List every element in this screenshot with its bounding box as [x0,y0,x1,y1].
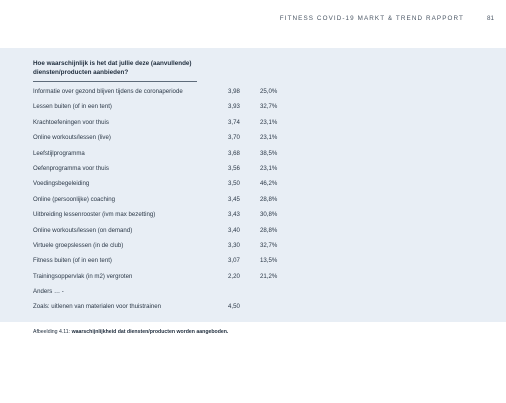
row-percentage: 46,2% [260,180,278,188]
row-score: 3,07 [228,257,240,265]
row-label: Online workouts/lessen (on demand) [33,226,133,234]
row-score: 3,30 [228,241,240,249]
row-label: Virtuele groepslessen (in de club) [33,241,124,249]
table-row [0,99,506,114]
table-row [0,207,506,222]
running-header [0,15,506,27]
row-label: Uitbreiding lessenrooster (ivm max bezetting) [33,211,156,219]
table-row [0,253,506,268]
row-percentage: 21,2% [260,272,278,280]
table-row [0,299,506,314]
table-panel [0,48,506,322]
row-label: Leefstijlprogramma [33,149,85,157]
row-percentage: 28,8% [260,226,278,234]
table-row [0,269,506,284]
row-percentage: 38,5% [260,149,278,157]
row-label: Online workouts/lessen (live) [33,134,111,142]
table-row [0,146,506,161]
question-divider [33,81,197,82]
table-row [0,284,506,299]
row-score: 3,98 [228,88,240,95]
row-label: Anders … - [33,288,64,296]
row-percentage: 25,0% [260,88,278,95]
figure-caption [33,329,228,335]
row-label: Online (persoonlijke) coaching [33,195,115,203]
row-score: 4,50 [228,303,240,311]
row-percentage: 23,1% [260,118,278,126]
caption-prefix: Afbeelding 4.11: [33,329,71,335]
row-percentage: 30,8% [260,211,278,219]
row-label: Zoals: uitlenen van materialen voor thuistrainen [33,303,162,311]
row-score: 3,74 [228,118,240,126]
row-label: Oefenprogramma voor thuis [33,164,109,172]
row-score: 3,68 [228,149,240,157]
row-label: Lessen buiten (of in een tent) [33,103,112,111]
row-score: 3,43 [228,211,240,219]
row-score: 3,93 [228,103,240,111]
row-score: 3,50 [228,180,240,188]
row-label: Fitness buiten (of in een tent) [33,257,112,265]
row-label: Trainingsoppervlak (in m2) vergroten [33,272,133,280]
row-label: Krachtoefeningen voor thuis [33,118,109,126]
caption-text: waarschijnlijkheid dat diensten/producten worden aangeboden. [70,329,229,335]
row-score: 3,70 [228,134,240,142]
page-number: 81 [486,15,494,22]
row-percentage: 23,1% [260,164,278,172]
row-percentage: 32,7% [260,103,278,111]
row-score: 3,56 [228,164,240,172]
report-title: FITNESS COVID-19 MARKT & TREND RAPPORT [279,15,464,22]
table-row [0,176,506,191]
row-score: 3,40 [228,226,240,234]
table-row [0,161,506,176]
row-percentage: 32,7% [260,241,278,249]
table-row [0,130,506,145]
table-row [0,84,506,99]
row-percentage: 23,1% [260,134,278,142]
table-row [0,115,506,130]
table-row [0,238,506,253]
row-label: Voedingsbegeleiding [33,180,90,188]
row-percentage: 28,8% [260,195,278,203]
table-row [0,223,506,238]
row-score: 2,20 [228,272,240,280]
table-question: Hoe waarschijnlijk is het dat jullie deze (aanvullende) diensten/producten aanbieden? [33,60,192,76]
table-row [0,192,506,207]
table-rows [0,84,506,315]
row-percentage: 13,5% [260,257,278,265]
row-score: 3,45 [228,195,240,203]
row-label: Informatie over gezond blijven tijdens de coronaperiode [33,88,183,95]
